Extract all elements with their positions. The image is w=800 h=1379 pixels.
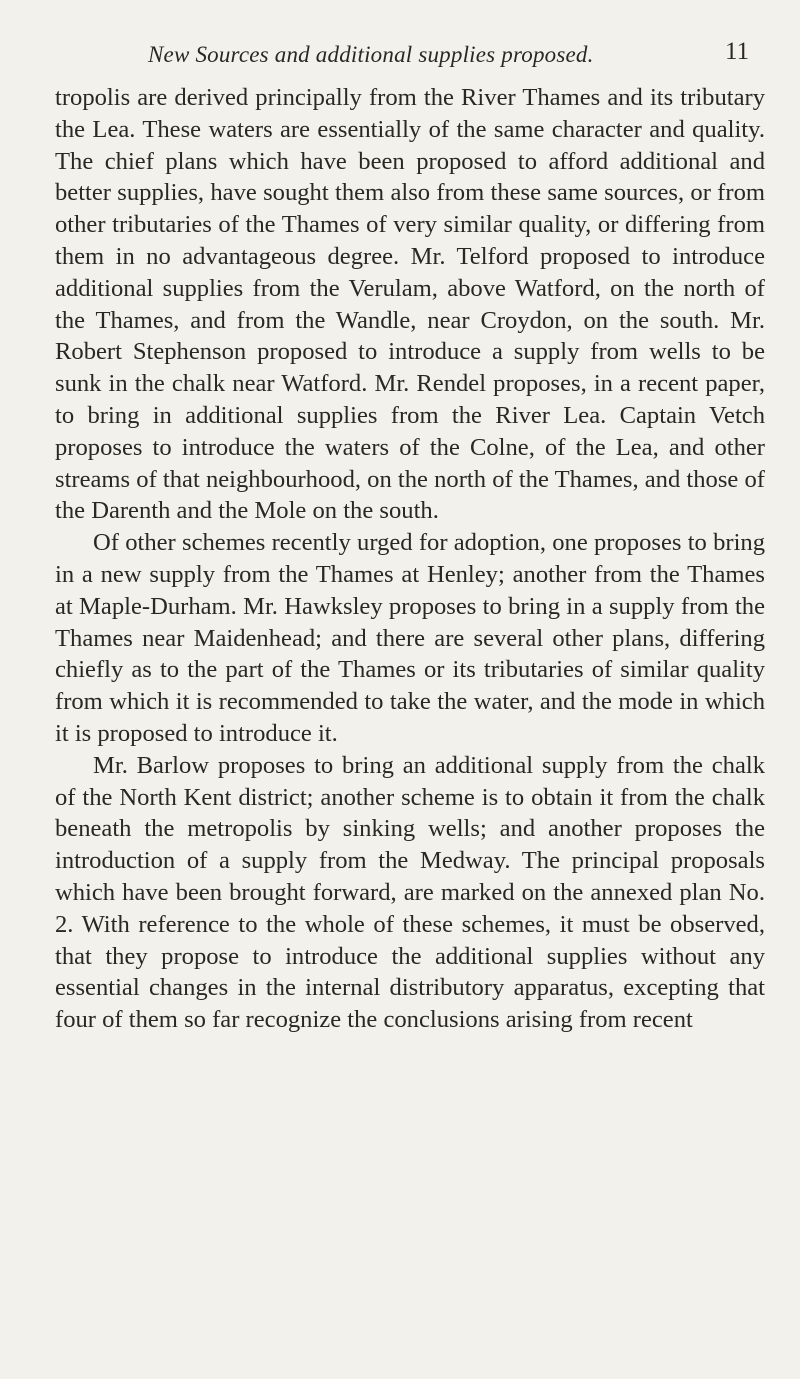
body-text: [55, 82, 765, 1036]
paragraph-other-schemes: Of other schemes recently urged for adoption, one proposes to bring in a new supply from the Thames at Henley; another from the Thames at Maple-Durham. Mr. Hawksley proposes to bring in a supply from the Thames near Maidenhead; and there are several other plans, differing chiefly as to the part of the Thames or its tributaries of similar quality from which it is recommended to take the water, and the mode in which it is proposed to introduce it.: [55, 529, 765, 747]
running-title: New Sources and additional supplies proposed.: [148, 42, 594, 67]
page-number: 11: [725, 38, 750, 65]
paragraph-barlow: Mr. Barlow proposes to bring an additional supply from the chalk of the North Kent district; another scheme is to obtain it from the chalk beneath the metropolis by sinking wells; and another proposes the introduction of a supply from the Medway. The principal proposals which have been brought forward, are marked on the annexed plan No. 2. With reference to the whole of these schemes, it must be observed, that they propose to introduce the additional supplies without any essential changes in the internal distributory apparatus, excepting that four of them so far recognize the conclusions arising from recent: [55, 751, 765, 1034]
paragraph-continued: tropolis are derived principally from the River Thames and its tributary the Lea. These waters are essentially of the same character and quality. The chief plans which have been proposed to afford additional and better supplies, have sought them also from these same sources, or from other tributaries of the Thames of very similar quality, or differing from them in no advantageous degree. Mr. Telford proposed to introduce additional supplies from the Verulam, above Watford, on the north of the Thames, and from the Wandle, near Croydon, on the south. Mr. Robert Stephenson proposed to introduce a supply from wells to be sunk in the chalk near Watford. Mr. Rendel proposes, in a recent paper, to bring in additional supplies from the River Lea. Captain Vetch proposes to introduce the waters of the Colne, of the Lea, and other streams of that neighbourhood, on the north of the Thames, and those of the Darenth and the Mole on the south.: [55, 84, 765, 525]
